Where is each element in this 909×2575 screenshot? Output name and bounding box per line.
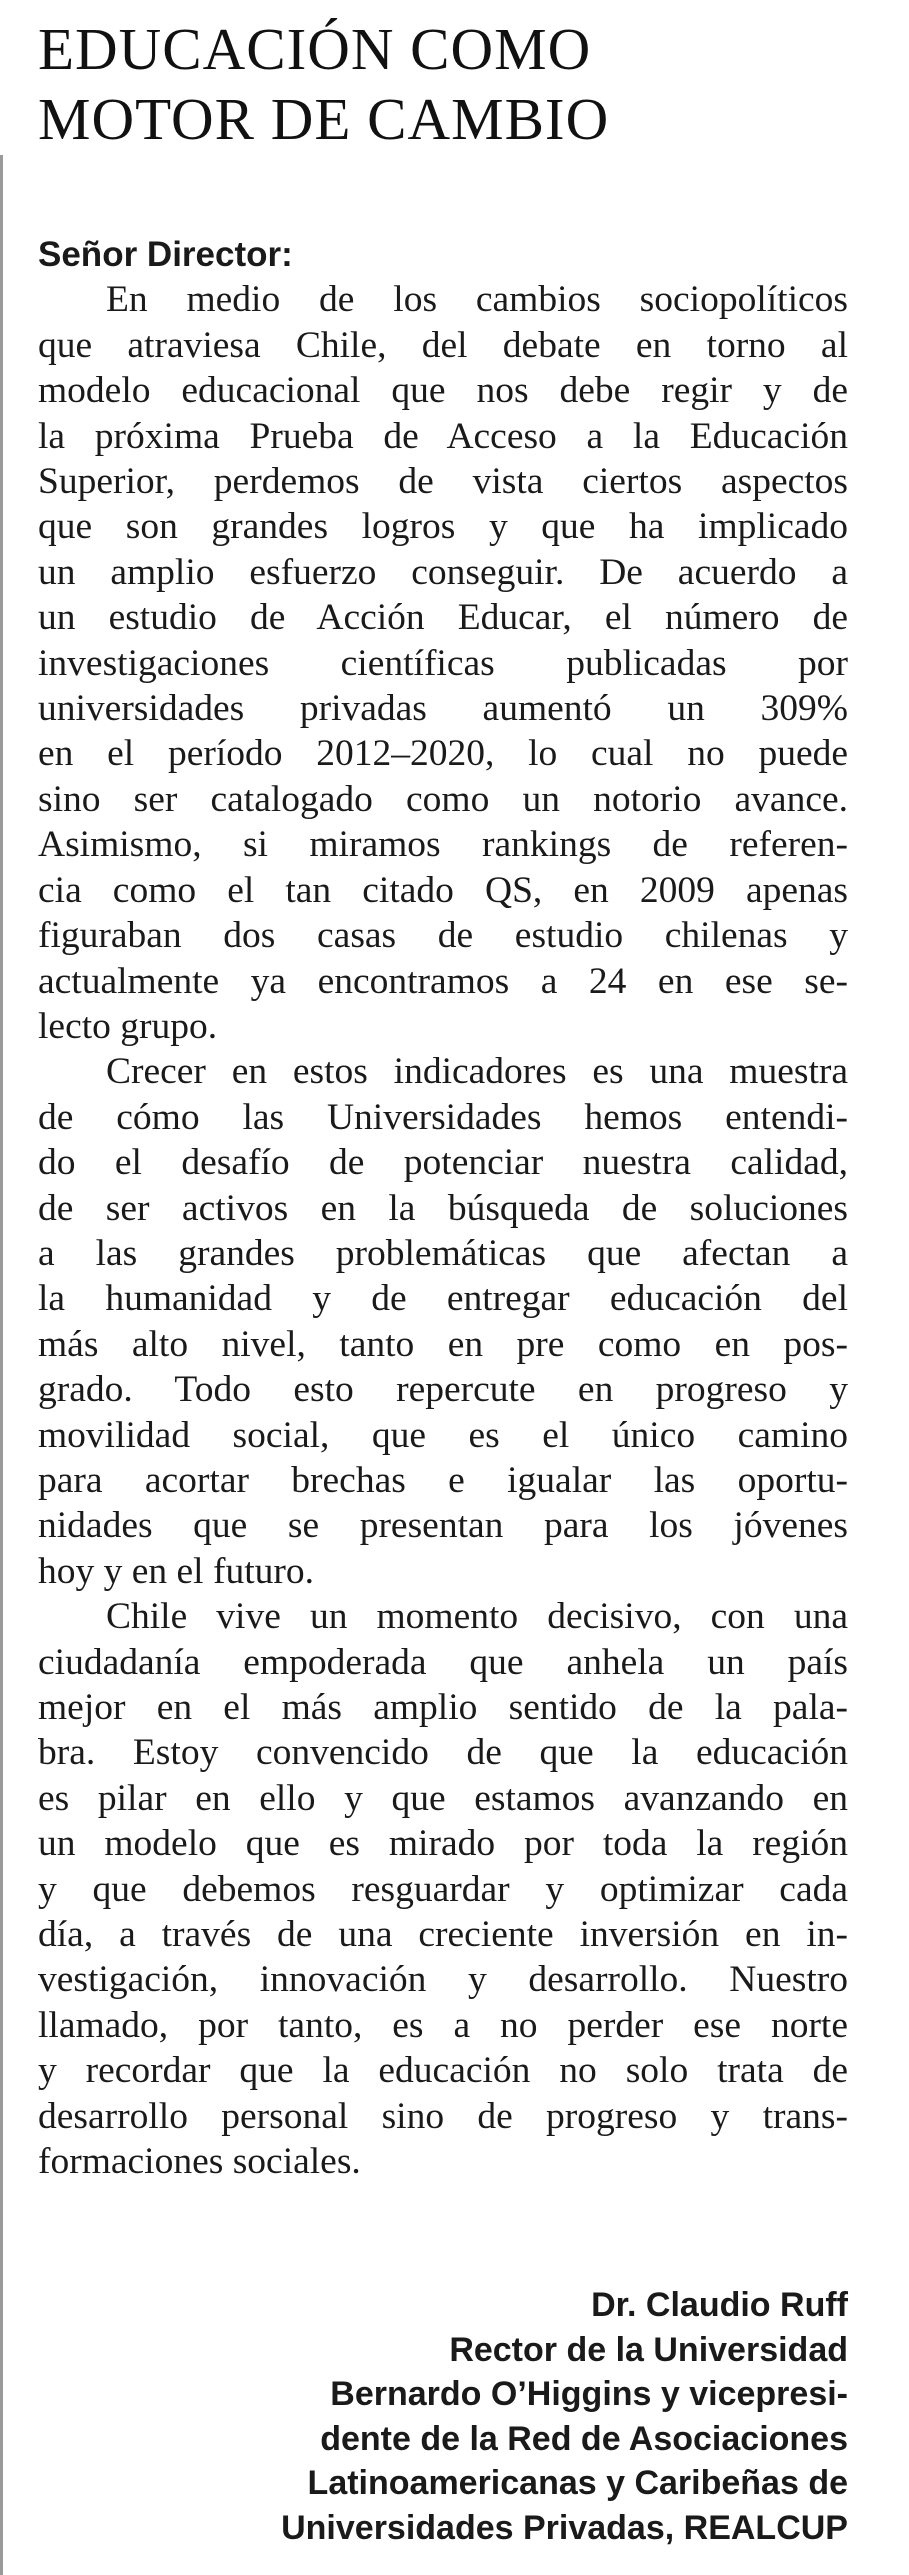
text-line: es pilar en ello y que estamos avanzando en: [38, 1777, 848, 1819]
text-line: En medio de los cambios sociopolíticos: [106, 279, 848, 321]
text-line: que atraviesa Chile, del debate en torno al: [38, 324, 848, 366]
text-line: un estudio de Acción Educar, el número de: [38, 597, 848, 639]
paragraph-3: [38, 1594, 848, 2184]
text-line: Crecer en estos indicadores es una muestra: [106, 1051, 848, 1093]
text-line: lecto grupo.: [38, 1005, 218, 1047]
text-line: actualmente ya encontramos a 24 en ese se-: [38, 960, 848, 1002]
text-line: formaciones sociales.: [38, 2141, 361, 2183]
text-line: Chile vive un momento decisivo, con una: [106, 1596, 848, 1638]
signature-name: Dr. Claudio Ruff: [591, 2286, 848, 2324]
text-line: en el período 2012–2020, lo cual no puede: [38, 733, 848, 775]
text-line: figuraban dos casas de estudio chilenas y: [38, 915, 848, 957]
text-line: para acortar brechas e igualar las oportu-: [38, 1459, 848, 1501]
text-line: investigaciones científicas publicadas por: [38, 642, 848, 684]
text-line: día, a través de una creciente inversión en in-: [38, 1914, 848, 1956]
text-line: a las grandes problemáticas que afectan a: [38, 1232, 848, 1274]
text-line: que son grandes logros y que ha implicado: [38, 506, 848, 548]
salutation: Señor Director:: [38, 235, 293, 274]
signature-title-line: Rector de la Universidad: [449, 2330, 848, 2369]
text-line: hoy y en el futuro.: [38, 1550, 314, 1592]
text-line: más alto nivel, tanto en pre como en pos-: [38, 1323, 848, 1365]
text-line: universidades privadas aumentó un 309%: [38, 688, 848, 730]
paragraph-1: [38, 277, 848, 1049]
headline-line: EDUCACIÓN COMO: [38, 16, 592, 82]
paragraph-2: [38, 1049, 848, 1594]
text-line: mejor en el más amplio sentido de la pala-: [38, 1687, 848, 1728]
text-line: modelo educacional que nos debe regir y de: [38, 370, 848, 412]
headline-line: MOTOR DE CAMBIO: [38, 86, 610, 152]
text-line: y que debemos resguardar y optimizar cada: [38, 1868, 848, 1910]
text-line: desarrollo personal sino de progreso y trans-: [38, 2095, 848, 2137]
text-line: un amplio esfuerzo conseguir. De acuerdo a: [38, 551, 848, 593]
text-line: do el desafío de potenciar nuestra calidad,: [38, 1142, 848, 1184]
text-line: vestigación, innovación y desarrollo. Nuestro: [38, 1959, 848, 2001]
text-line: grado. Todo esto repercute en progreso y: [38, 1369, 848, 1411]
text-line: nidades que se presentan para los jóvenes: [38, 1505, 848, 1547]
text-line: ciudadanía empoderada que anhela un país: [38, 1641, 848, 1683]
text-line: un modelo que es mirado por toda la región: [38, 1823, 848, 1865]
text-line: y recordar que la educación no solo trata de: [38, 2050, 848, 2092]
headline: [38, 14, 888, 154]
text-line: movilidad social, que es el único camino: [38, 1414, 848, 1456]
column-divider: [0, 155, 3, 2575]
signature-block: [281, 2283, 848, 2550]
text-line: llamado, por tanto, es a no perder ese norte: [38, 2004, 848, 2046]
text-line: la humanidad y de entregar educación del: [38, 1278, 848, 1320]
text-line: bra. Estoy convencido de que la educación: [38, 1732, 848, 1774]
text-line: sino ser catalogado como un notorio avance.: [38, 778, 848, 820]
text-line: de ser activos en la búsqueda de soluciones: [38, 1187, 848, 1229]
text-line: Asimismo, si miramos rankings de referen-: [38, 824, 848, 866]
signature-title-line: dente de la Red de Asociaciones: [320, 2419, 848, 2458]
signature-title-line: Universidades Privadas, REALCUP: [281, 2508, 848, 2547]
text-line: Superior, perdemos de vista ciertos aspectos: [38, 461, 848, 503]
text-line: la próxima Prueba de Acceso a la Educación: [38, 415, 848, 457]
text-line: cia como el tan citado QS, en 2009 apenas: [38, 869, 848, 911]
letter-body: [38, 232, 848, 2184]
signature-title-line: Latinoamericanas y Caribeñas de: [307, 2464, 848, 2502]
signature-title-line: Bernardo O’Higgins y vicepresi-: [330, 2375, 848, 2413]
text-line: de cómo las Universidades hemos entendi-: [38, 1096, 848, 1138]
